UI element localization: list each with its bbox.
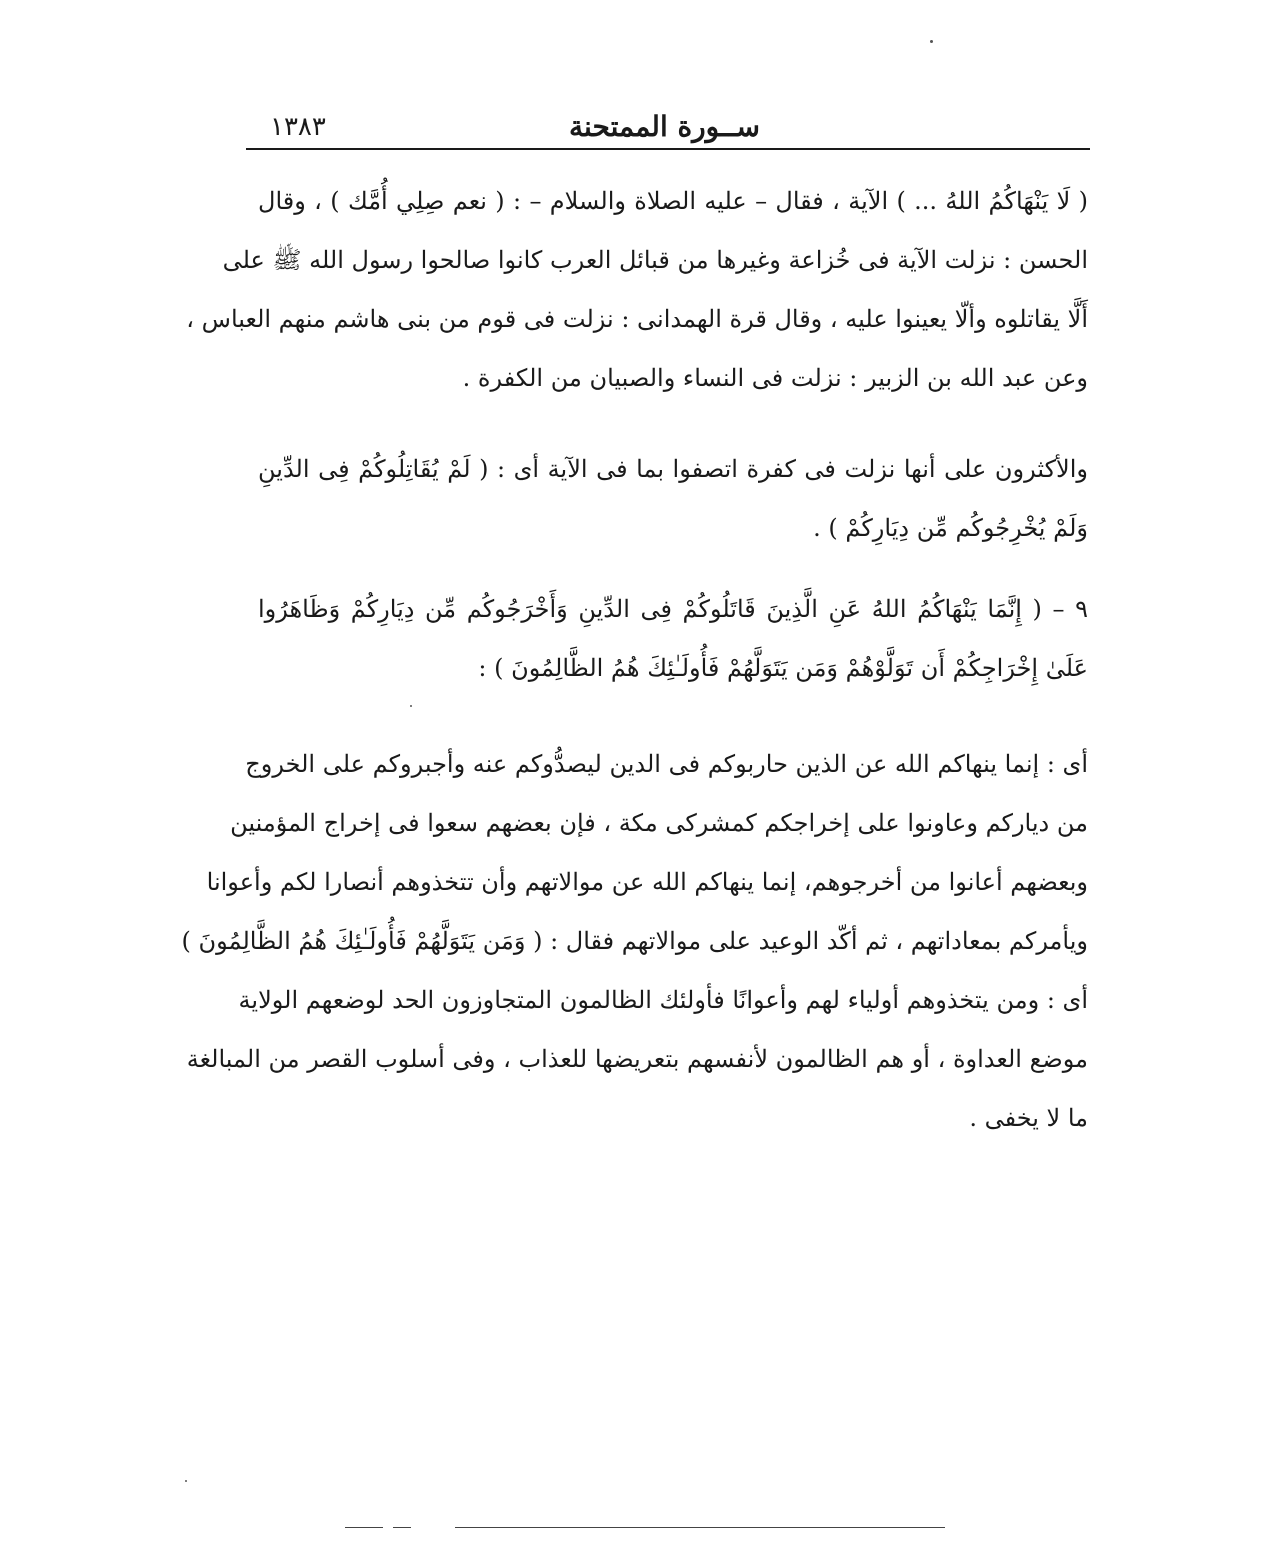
verse-9 bbox=[258, 580, 1088, 698]
text-line: أَلَّا يقاتلوه وألّا يعينوا عليه ، وقال قرة الهمدانى : نزلت فى قوم من بنى هاشم منهم العباس ، bbox=[186, 305, 1088, 333]
footer-mark bbox=[345, 1527, 383, 1528]
text-line: ما لا يخفى . bbox=[969, 1104, 1088, 1132]
text-line: وبعضهم أعانوا من أخرجوهم، إنما ينهاكم الله عن موالاتهم وأن تتخذوهم أنصارا لكم وأعوانا bbox=[206, 868, 1088, 896]
paragraph-commentary bbox=[181, 735, 1088, 1148]
text-line: عَلَىٰ إِخْرَاجِكُمْ أَن تَوَلَّوْهُمْ وَمَن يَتَوَلَّهُمْ فَأُولَـٰئِكَ هُمُ الظَّالِمُونَ ) : bbox=[478, 654, 1088, 682]
text-line: أى : ومن يتخذوهم أولياء لهم وأعوانًا فأولئك الظالمون المتجاوزون الحد لوضعهم الولاية bbox=[238, 986, 1088, 1014]
surah-title: ســورة الممتحنة bbox=[569, 110, 760, 143]
paragraph-1 bbox=[186, 172, 1088, 408]
page-header bbox=[246, 104, 1090, 148]
text-line: وعن عبد الله بن الزبير : نزلت فى النساء والصبيان من الكفرة . bbox=[462, 364, 1088, 392]
text-line: ( لَا يَنْهَاكُمُ اللهُ ... ) الآية ، فقال – عليه الصلاة والسلام – : ( نعم صِلِي أُمَّك ) ، وقال bbox=[258, 187, 1088, 215]
page-number: ١٣٨٣ bbox=[270, 112, 326, 142]
text-line: ويأمركم بمعاداتهم ، ثم أكّد الوعيد على موالاتهم فقال : ( وَمَن يَتَوَلَّهُمْ فَأُولَـٰئِكَ هُمُ الظَّالِمُونَ ) bbox=[181, 927, 1088, 955]
text-line: ٩ – ( إِنَّمَا يَنْهَاكُمُ اللهُ عَنِ الَّذِينَ قَاتَلُوكُمْ فِى الدِّينِ وَأَخْرَجُوكُم مِّن دِيَارِكُمْ وَظَاهَرُوا bbox=[258, 595, 1088, 623]
text-line: وَلَمْ يُخْرِجُوكُم مِّن دِيَارِكُمْ ) . bbox=[813, 514, 1088, 542]
header-divider bbox=[246, 148, 1090, 150]
footer-mark bbox=[455, 1527, 945, 1528]
footer-mark bbox=[393, 1527, 411, 1528]
scan-speck bbox=[410, 705, 412, 707]
paragraph-2 bbox=[258, 440, 1088, 558]
text-line: أى : إنما ينهاكم الله عن الذين حاربوكم فى الدين ليصدُّوكم عنه وأجبروكم على الخروج bbox=[245, 750, 1088, 778]
scan-speck bbox=[185, 1480, 187, 1482]
text-line: من دياركم وعاونوا على إخراجكم كمشركى مكة ، فإن بعضهم سعوا فى إخراج المؤمنين bbox=[230, 809, 1088, 837]
scan-speck bbox=[930, 40, 933, 43]
text-line: والأكثرون على أنها نزلت فى كفرة اتصفوا بما فى الآية أى : ( لَمْ يُقَاتِلُوكُمْ فِى الدِّينِ bbox=[258, 455, 1088, 483]
text-line: موضع العداوة ، أو هم الظالمون لأنفسهم بتعريضها للعذاب ، وفى أسلوب القصر من المبالغة bbox=[186, 1045, 1088, 1073]
text-line: الحسن : نزلت الآية فى خُزاعة وغيرها من قبائل العرب كانوا صالحوا رسول الله ﷺ على bbox=[222, 246, 1088, 274]
